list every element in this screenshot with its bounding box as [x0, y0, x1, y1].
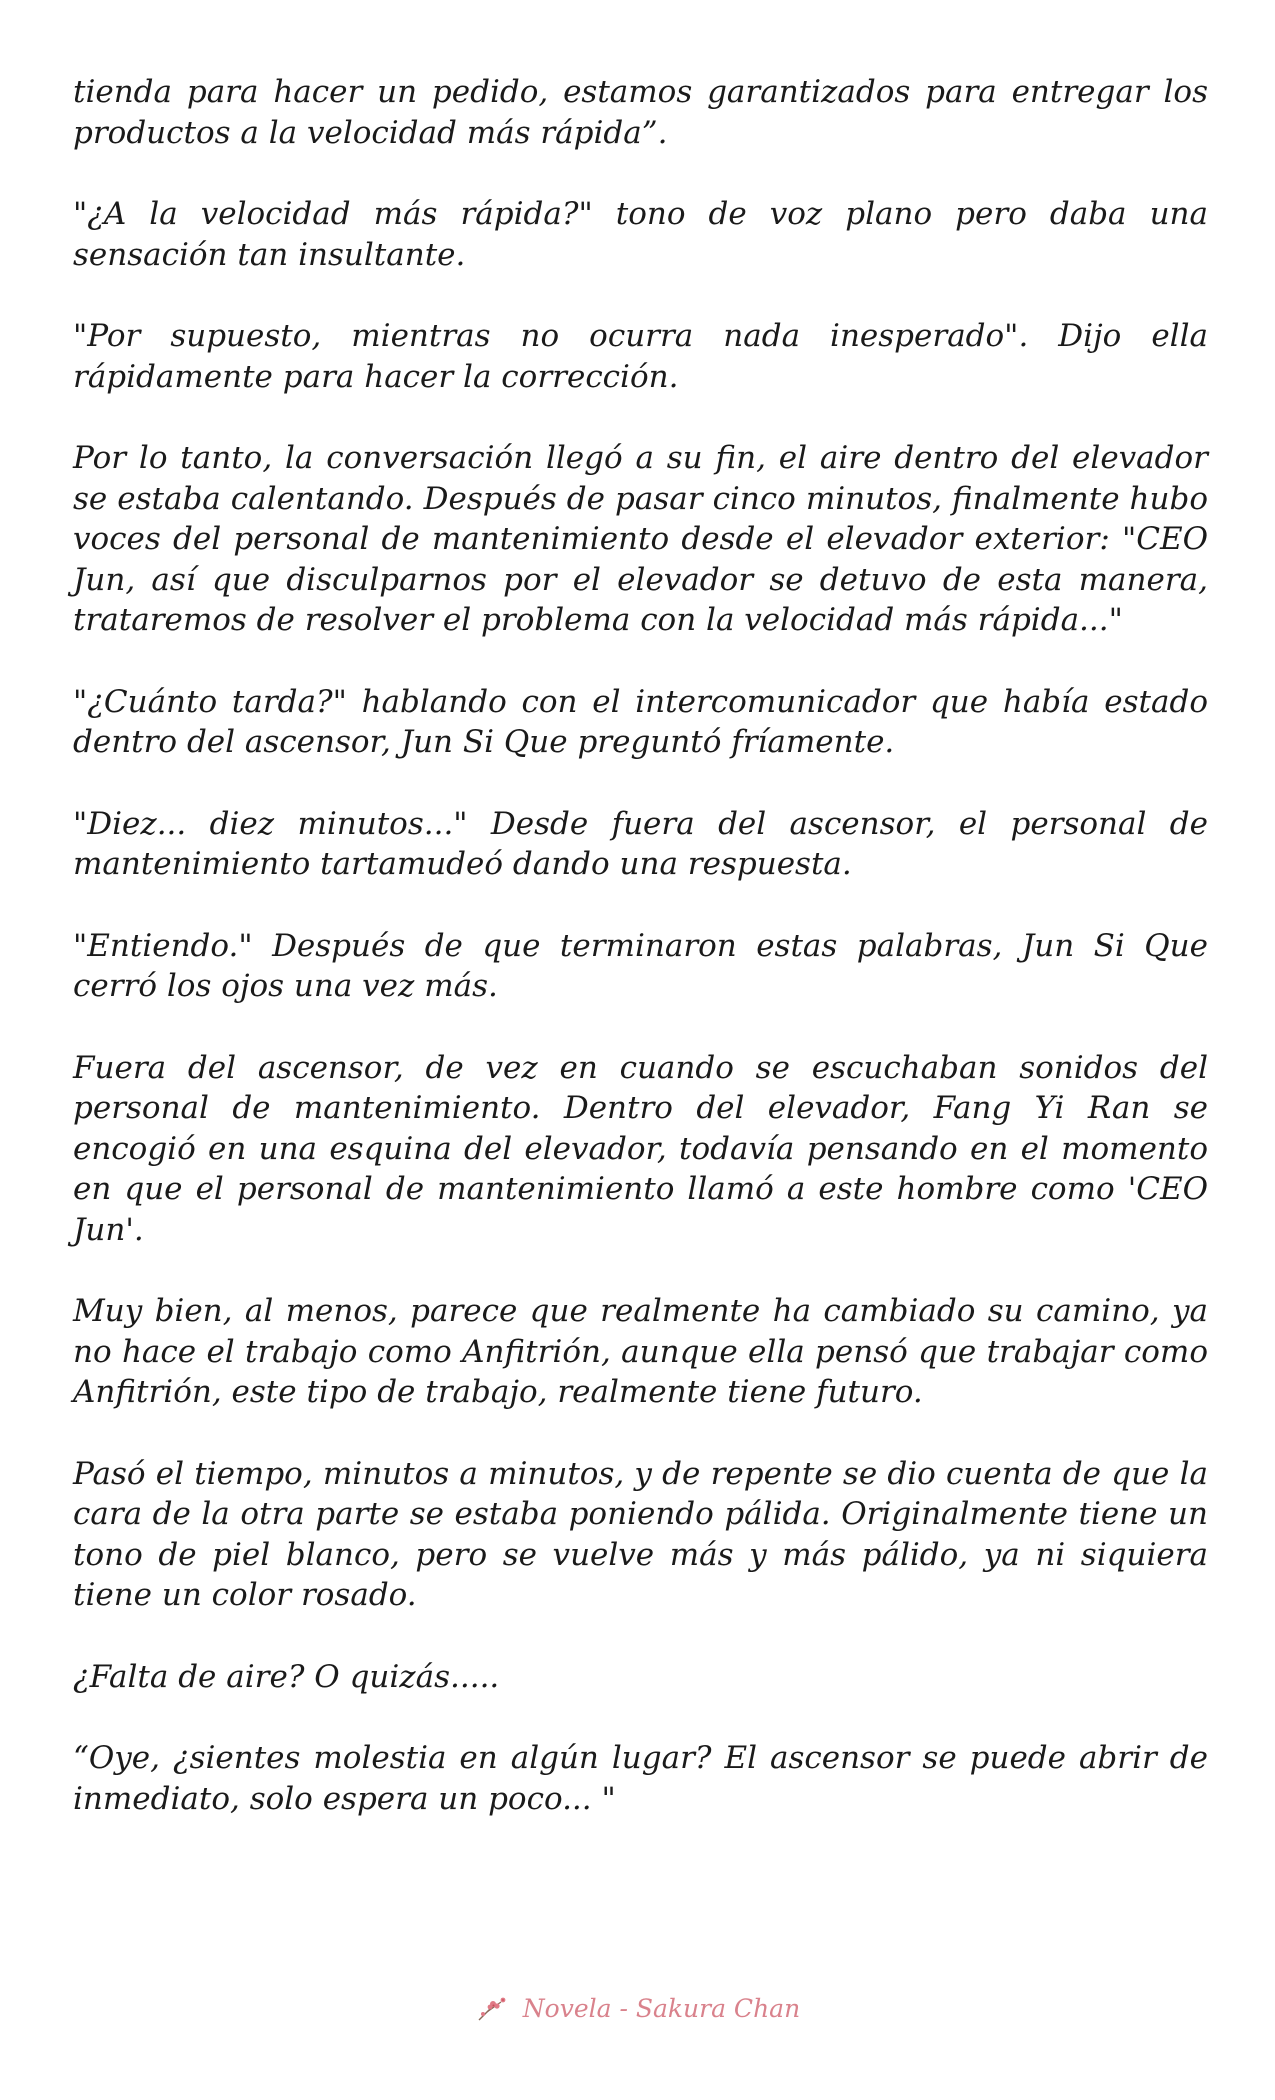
paragraph: tienda para hacer un pedido, estamos garantizados para entregar los productos a la velocidad más rápida”.: [73, 74, 1208, 151]
paragraph: “Oye, ¿sientes molestia en algún lugar? El ascensor se puede abrir de inmediato, solo espera un poco... ": [73, 1740, 1208, 1817]
paragraph: Por lo tanto, la conversación llegó a su fin, el aire dentro del elevador se estaba calentando. Después de pasar cinco minutos, finalmente hubo voces del personal de mantenimiento desde el elevador exterior: "CEO Jun, así que disculparnos por el elevador se detuvo de esta manera, trataremos de resolver el problema con la velocidad más rápida...": [73, 440, 1208, 638]
paragraph: "Por supuesto, mientras no ocurra nada inesperado". Dijo ella rápidamente para hacer la corrección.: [73, 318, 1208, 395]
paragraph: "Diez... diez minutos..." Desde fuera del ascensor, el personal de mantenimiento tartamudeó dando una respuesta.: [73, 805, 1208, 882]
paragraph: Muy bien, al menos, parece que realmente ha cambiado su camino, ya no hace el trabajo como Anfitrión, aunque ella pensó que trabajar como Anfitrión, este tipo de trabajo, realmente tiene futuro.: [73, 1293, 1208, 1410]
sakura-flower-icon: [475, 1994, 511, 2024]
paragraph: Fuera del ascensor, de vez en cuando se escuchaban sonidos del personal de mantenimiento. Dentro del elevador, Fang Yi Ran se encogió en una esquina del elevador, todavía pensando en el momento en que el personal de mantenimiento llamó a este hombre como 'CEO Jun'.: [73, 1049, 1208, 1248]
footer-label: Novela - Sakura Chan: [522, 1994, 801, 2023]
footer-watermark: [0, 1992, 1275, 2024]
paragraph: "¿Cuánto tarda?" hablando con el intercomunicador que había estado dentro del ascensor, Jun Si Que preguntó fríamente.: [73, 683, 1208, 760]
paragraph: ¿Falta de aire? O quizás.....: [73, 1658, 500, 1695]
document-body: [73, 72, 1208, 1860]
paragraph: "¿A la velocidad más rápida?" tono de voz plano pero daba una sensación tan insultante.: [73, 196, 1208, 273]
paragraph: "Entiendo." Después de que terminaron estas palabras, Jun Si Que cerró los ojos una vez más.: [73, 927, 1208, 1004]
paragraph: Pasó el tiempo, minutos a minutos, y de repente se dio cuenta de que la cara de la otra parte se estaba poniendo pálida. Originalmente tiene un tono de piel blanco, pero se vuelve más y más pálido, ya ni siquiera tiene un color rosado.: [73, 1455, 1208, 1613]
